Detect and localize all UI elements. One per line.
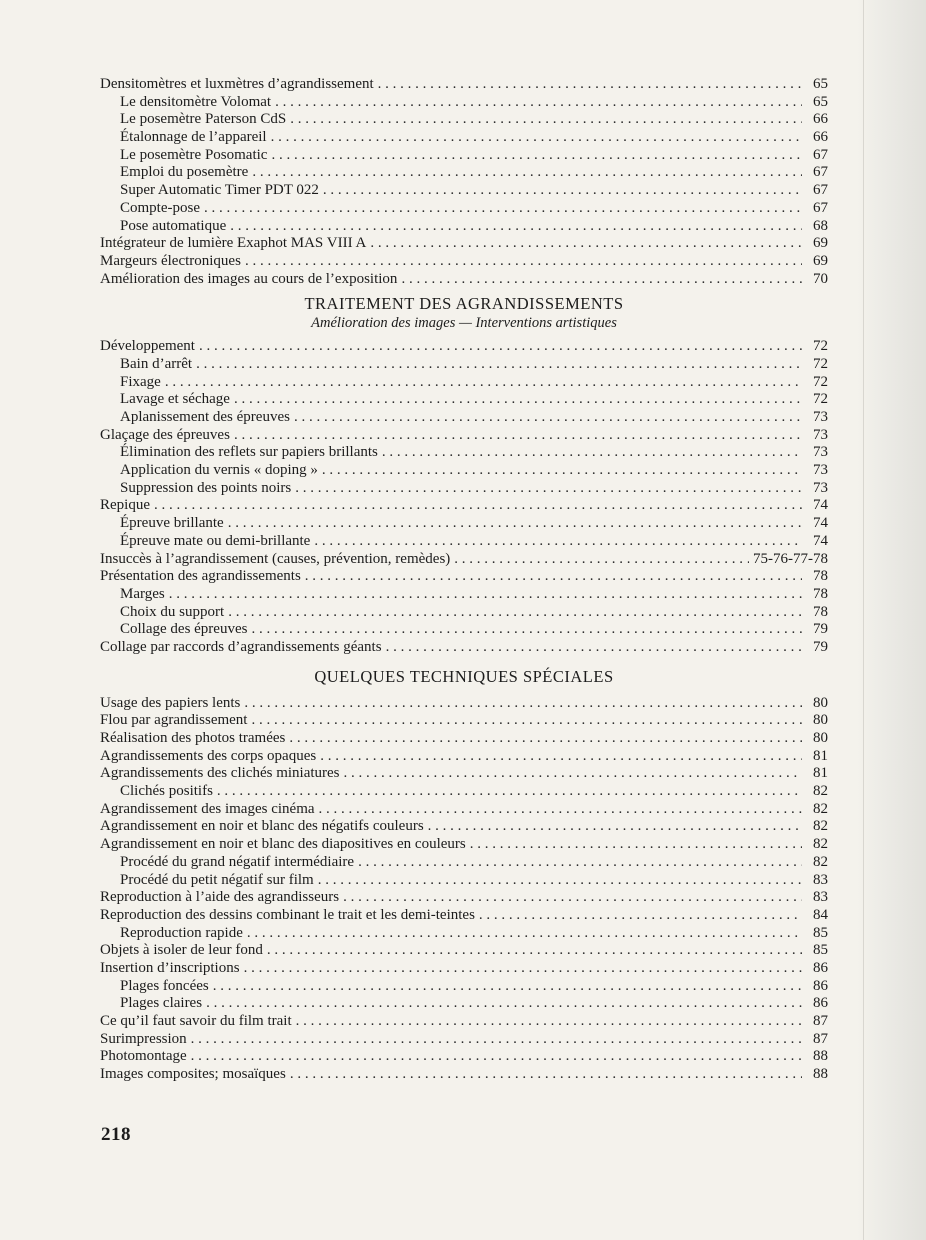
toc-entry: [100, 1048, 828, 1066]
dot-leader: [320, 748, 802, 766]
toc-entry-page: 70: [813, 270, 828, 287]
dot-leader: [251, 621, 802, 639]
toc-entry-page: 75-76-77-78: [753, 550, 828, 567]
toc-entry: [100, 480, 828, 498]
toc-entry: [100, 182, 828, 200]
dot-leader: [245, 253, 802, 271]
dot-leader: [252, 164, 802, 182]
toc-entry-label: Agrandissement en noir et blanc des diapositives en couleurs: [100, 836, 466, 853]
toc-entry: [100, 271, 828, 289]
dot-leader: [294, 409, 802, 427]
toc-entry-page: 65: [813, 93, 828, 110]
toc-entry-page: 80: [813, 730, 828, 746]
toc-entry: [100, 639, 828, 657]
toc-entry: [100, 783, 828, 801]
dot-leader: [234, 427, 802, 445]
toc-entry-label: Emploi du posemètre: [120, 164, 249, 181]
toc-entry-page: 78: [813, 585, 828, 602]
toc-entry-page: 86: [813, 995, 828, 1012]
toc-entry-label: Procédé du grand négatif intermédiaire: [120, 853, 355, 870]
toc-entry: [100, 409, 828, 427]
toc-entry: [100, 801, 828, 819]
dot-leader: [206, 995, 802, 1013]
dot-leader: [382, 444, 802, 462]
toc-entry-page: 67: [813, 182, 828, 199]
toc-entry: [100, 374, 828, 392]
toc-entry-page: 84: [813, 906, 828, 923]
dot-leader: [295, 480, 802, 498]
toc-entry: [100, 147, 828, 165]
toc-entry: [100, 1031, 828, 1049]
toc-entry-page: 82: [813, 800, 828, 817]
toc-entry-label: Pose automatique: [120, 217, 227, 234]
dot-leader: [290, 1066, 802, 1084]
toc-entry-page: 80: [813, 712, 828, 729]
dot-leader: [271, 147, 802, 165]
dot-leader: [275, 94, 802, 112]
toc-entry-page: 73: [813, 426, 828, 443]
dot-leader: [267, 942, 802, 960]
toc-entry-label: Agrandissement en noir et blanc des négatifs couleurs: [100, 818, 424, 835]
dot-leader: [323, 182, 802, 200]
dot-leader: [289, 730, 802, 748]
dot-leader: [204, 200, 802, 218]
toc-entry-page: 88: [813, 1066, 828, 1083]
toc-entry-label: Agrandissements des corps opaques: [100, 747, 317, 764]
toc-entry-page: 78: [813, 568, 828, 585]
toc-entry-page: 72: [813, 391, 828, 408]
toc-entry-page: 85: [813, 942, 828, 959]
toc-entry: [100, 1013, 828, 1031]
toc-entry-label: Ce qu’il faut savoir du film trait: [100, 1013, 292, 1029]
toc-entry-label: Collage par raccords d’agrandissements géants: [100, 638, 382, 655]
dot-leader: [319, 801, 802, 819]
toc-entry-label: Repique: [100, 497, 150, 514]
toc-entry-page: 72: [813, 373, 828, 390]
toc-entry-page: 83: [813, 871, 828, 888]
dot-leader: [271, 129, 802, 147]
toc-entry-label: Suppression des points noirs: [120, 479, 292, 496]
dot-leader: [386, 639, 802, 657]
dot-leader: [322, 462, 802, 480]
toc-entry: [100, 235, 828, 253]
toc-entry-page: 73: [813, 479, 828, 496]
toc-section-2: [100, 338, 828, 656]
toc-entry-label: Agrandissements des clichés miniatures: [100, 765, 340, 782]
toc-entry-label: Procédé du petit négatif sur film: [120, 871, 314, 888]
toc-entry-label: Clichés positifs: [120, 783, 213, 800]
dot-leader: [401, 271, 802, 289]
toc-entry-label: Margeurs électroniques: [100, 252, 241, 269]
toc-entry: [100, 712, 828, 730]
toc-entry-label: Épreuve brillante: [120, 515, 224, 532]
toc-entry-label: Reproduction à l’aide des agrandisseurs: [100, 889, 340, 906]
toc-entry-page: 78: [813, 603, 828, 620]
dot-leader: [290, 111, 802, 129]
toc-entry-page: 74: [813, 497, 828, 514]
dot-leader: [370, 235, 802, 253]
toc-entry-label: Lavage et séchage: [120, 391, 230, 408]
dot-leader: [251, 712, 802, 730]
toc-entry-label: Présentation des agrandissements: [100, 568, 301, 585]
toc-entry-page: 80: [813, 694, 828, 711]
section-title-techniques: QUELQUES TECHNIQUES SPÉCIALES: [314, 666, 614, 686]
toc-entry-page: 67: [813, 199, 828, 216]
toc-entry: [100, 960, 828, 978]
dot-leader: [314, 533, 802, 551]
toc-entry-label: Amélioration des images au cours de l’exposition: [100, 270, 398, 287]
toc-entry: [100, 111, 828, 129]
dot-leader: [343, 889, 802, 907]
toc-entry: [100, 695, 828, 713]
toc-entry-page: 65: [813, 76, 828, 92]
toc-entry-label: Fixage: [120, 373, 161, 390]
toc-entry-page: 69: [813, 235, 828, 252]
toc-entry-label: Usage des papiers lents: [100, 694, 241, 711]
toc-entry: [100, 889, 828, 907]
toc-entry-label: Agrandissement des images cinéma: [100, 800, 315, 817]
toc-entry-page: 74: [813, 515, 828, 532]
toc-entry-page: 87: [813, 1030, 828, 1047]
toc-entry-label: Insuccès à l’agrandissement (causes, prévention, remèdes): [100, 550, 451, 567]
toc-entry-label: Aplanissement des épreuves: [120, 409, 290, 425]
toc-entry-page: 83: [813, 889, 828, 906]
toc-entry-label: Images composites; mosaïques: [100, 1066, 286, 1083]
dot-leader: [213, 978, 802, 996]
toc-entry-page: 74: [813, 532, 828, 549]
toc-entry: [100, 925, 828, 943]
toc-entry: [100, 854, 828, 872]
toc-entry-page: 73: [813, 444, 828, 461]
toc-entry-label: Photomontage: [100, 1048, 187, 1065]
dot-leader: [247, 925, 802, 943]
toc-entry-page: 82: [813, 836, 828, 853]
page-number: 218: [101, 1124, 131, 1145]
toc-entry-page: 73: [813, 462, 828, 479]
dot-leader: [234, 391, 802, 409]
dot-leader: [199, 338, 802, 356]
toc-entry-page: 79: [813, 621, 828, 638]
toc-entry-label: Le densitomètre Volomat: [120, 93, 272, 110]
toc-entry-page: 86: [813, 959, 828, 976]
toc-entry-label: Étalonnage de l’appareil: [120, 129, 267, 146]
toc-entry: [100, 515, 828, 533]
toc-entry-page: 66: [813, 111, 828, 128]
toc-entry-label: Élimination des reflets sur papiers brillants: [120, 444, 378, 461]
dot-leader: [244, 695, 802, 713]
toc-entry-label: Épreuve mate ou demi-brillante: [120, 532, 311, 549]
toc-entry-page: 66: [813, 129, 828, 146]
toc-entry-label: Super Automatic Timer PDT 022: [120, 182, 319, 199]
dot-leader: [470, 836, 802, 854]
toc-entry-label: Intégrateur de lumière Exaphot MAS VIII A: [100, 235, 367, 252]
section-subtitle-traitement: Amélioration des images — Interventions artistiques: [311, 315, 617, 332]
toc-entry: [100, 978, 828, 996]
toc-entry-page: 69: [813, 252, 828, 269]
toc-entry: [100, 129, 828, 147]
toc-entry: [100, 253, 828, 271]
toc-entry: [100, 391, 828, 409]
dot-leader: [191, 1048, 802, 1066]
dot-leader: [230, 218, 802, 236]
dot-leader: [228, 515, 802, 533]
table-of-contents: [100, 76, 828, 1084]
toc-entry-label: Glaçage des épreuves: [100, 426, 230, 443]
toc-entry: [100, 427, 828, 445]
toc-entry-label: Développement: [100, 338, 195, 355]
toc-entry: [100, 872, 828, 890]
toc-entry-label: Bain d’arrêt: [120, 355, 193, 372]
toc-entry-label: Densitomètres et luxmètres d’agrandissement: [100, 76, 374, 92]
toc-entry: [100, 218, 828, 236]
dot-leader: [378, 76, 802, 94]
toc-entry-page: 81: [813, 747, 828, 764]
dot-leader: [454, 551, 749, 569]
toc-entry-page: 85: [813, 924, 828, 941]
toc-entry: [100, 836, 828, 854]
toc-entry-page: 72: [813, 338, 828, 355]
toc-entry: [100, 200, 828, 218]
toc-entry-page: 87: [813, 1013, 828, 1029]
toc-entry: [100, 818, 828, 836]
dot-leader: [154, 497, 802, 515]
dot-leader: [428, 818, 802, 836]
toc-entry-page: 88: [813, 1048, 828, 1065]
toc-entry-label: Réalisation des photos tramées: [100, 730, 286, 746]
toc-entry: [100, 621, 828, 639]
toc-entry-page: 79: [813, 638, 828, 655]
toc-entry: [100, 444, 828, 462]
toc-entry-label: Collage des épreuves: [120, 621, 248, 638]
toc-entry-page: 82: [813, 783, 828, 800]
toc-entry-label: Application du vernis « doping »: [120, 462, 318, 479]
dot-leader: [191, 1031, 802, 1049]
toc-entry-label: Plages claires: [120, 995, 203, 1012]
toc-entry: [100, 338, 828, 356]
toc-entry-label: Plages foncées: [120, 977, 209, 994]
toc-entry-page: 67: [813, 146, 828, 163]
toc-entry: [100, 551, 828, 569]
toc-entry-page: 82: [813, 818, 828, 835]
toc-entry-page: 72: [813, 355, 828, 372]
toc-entry-label: Reproduction rapide: [120, 924, 243, 941]
toc-entry: [100, 748, 828, 766]
dot-leader: [169, 586, 802, 604]
toc-entry-label: Le posemètre Posomatic: [120, 146, 268, 163]
dot-leader: [244, 960, 802, 978]
toc-entry: [100, 462, 828, 480]
toc-entry: [100, 356, 828, 374]
toc-entry-label: Reproduction des dessins combinant le trait et les demi-teintes: [100, 906, 475, 923]
toc-entry-label: Choix du support: [120, 603, 225, 620]
toc-entry: [100, 164, 828, 182]
dot-leader: [358, 854, 802, 872]
toc-entry-label: Surimpression: [100, 1030, 187, 1047]
dot-leader: [318, 872, 802, 890]
toc-entry-page: 73: [813, 409, 828, 425]
toc-entry: [100, 568, 828, 586]
toc-entry-label: Flou par agrandissement: [100, 712, 248, 729]
dot-leader: [479, 907, 802, 925]
toc-entry: [100, 765, 828, 783]
toc-entry-label: Le posemètre Paterson CdS: [120, 111, 287, 128]
toc-entry: [100, 942, 828, 960]
toc-entry-label: Marges: [120, 585, 165, 602]
toc-entry: [100, 995, 828, 1013]
toc-entry: [100, 497, 828, 515]
dot-leader: [305, 568, 802, 586]
toc-entry: [100, 94, 828, 112]
toc-entry: [100, 586, 828, 604]
dot-leader: [344, 765, 802, 783]
dot-leader: [217, 783, 802, 801]
toc-entry-page: 81: [813, 765, 828, 782]
toc-entry: [100, 76, 828, 94]
section-title-traitement: TRAITEMENT DES AGRANDISSEMENTS: [304, 294, 624, 314]
toc-entry-label: Compte-pose: [120, 199, 200, 216]
toc-entry-page: 67: [813, 164, 828, 181]
toc-entry: [100, 604, 828, 622]
toc-entry-label: Objets à isoler de leur fond: [100, 942, 263, 959]
dot-leader: [296, 1013, 802, 1031]
toc-entry: [100, 907, 828, 925]
toc-entry: [100, 730, 828, 748]
toc-entry: [100, 1066, 828, 1084]
toc-entry-page: 82: [813, 853, 828, 870]
toc-section-1: [100, 76, 828, 288]
dot-leader: [196, 356, 802, 374]
page-edge-line: [863, 0, 864, 1240]
toc-entry-page: 86: [813, 977, 828, 994]
page-edge: [856, 0, 926, 1240]
dot-leader: [165, 374, 802, 392]
toc-section-3: [100, 695, 828, 1084]
toc-entry-page: 68: [813, 217, 828, 234]
dot-leader: [228, 604, 802, 622]
toc-entry-label: Insertion d’inscriptions: [100, 959, 240, 976]
toc-entry: [100, 533, 828, 551]
